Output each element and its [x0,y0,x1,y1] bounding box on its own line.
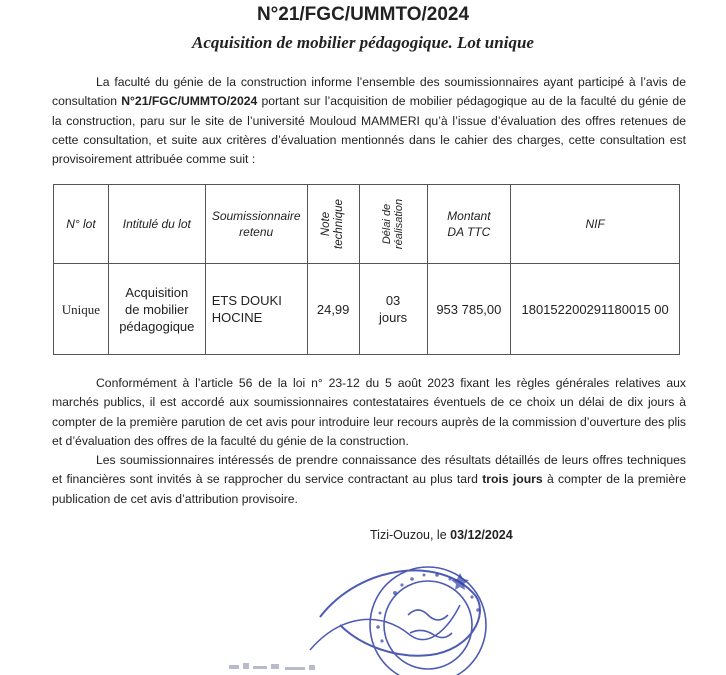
cell-intitule: Acquisition de mobilier pédagogique [108,264,205,355]
header-intitule: Intitulé du lot [108,185,205,264]
table-header-row [54,185,680,264]
place-and-date [370,528,513,542]
resultats-text-end: à compter de la première publication de cet avis d’attribution provisoire. [52,472,686,506]
cell-delai: 03 jours [359,264,427,355]
header-montant: Montant DA TTC [427,185,511,264]
cell-montant: 953 785,00 [427,264,511,355]
cell-note: 24,99 [307,264,359,355]
header-delai-label: Délai de réalisation [381,198,406,249]
signoff-date: 03/12/2024 [450,528,513,542]
intro-text-start: La faculté du génie de la construction informe l’ensemble des soumissionnaires ayant participé à l’avis de consultation [52,75,686,109]
header-note-technique [307,185,359,264]
signoff-place: Tizi-Ouzou, le [370,528,451,542]
recours-paragraph [52,374,686,451]
intro-text-end: portant sur l’acquisition de mobilier pédagogique au de la faculté du génie de la construction, paru sur le site de l’université Mouloud MAMMERI qu’à l’issue d’évaluation des offres retenues de cette consultation, et suite aux critères d’évaluation mentionnés dans le cahier des charges, cette consultation est provisoirement attribuée comme suit : [52,94,686,167]
award-table [53,184,680,355]
resultats-deadline: trois jours [482,472,543,487]
header-soumissionnaire: Soumissionnaire retenu [205,185,307,264]
header-note-label: Note technique [320,199,346,249]
cell-soumissionnaire: ETS DOUKI HOCINE [205,264,307,355]
resultats-paragraph [52,451,686,509]
intro-reference: N°21/FGC/UMMTO/2024 [121,94,258,109]
cell-nif: 180152200291180015 00 [511,264,680,355]
table-row [54,264,680,355]
resultats-text-start: Les soumissionnaires intéressés de prendre connaissance des résultats détaillés de leurs offres techniques et financières sont invités à se rapprocher du service contractant au plus tard [52,453,686,487]
document-reference-title: N°21/FGC/UMMTO/2024 [256,4,470,25]
header-lot: N° lot [54,185,109,264]
header-delai [359,185,427,264]
document-subtitle: Acquisition de mobilier pédagogique. Lot unique [192,33,534,52]
header-nif: NIF [511,185,680,264]
recours-text: Conformément à l’article 56 de la loi n° 23-12 du 5 août 2023 fixant les règles générales relatives aux marchés publics, il est accordé aux soumissionnaires contestataires éventuels de ce choix un délai de dix jours à compter de la première parution de cet avis pour introduire leur recours auprès de la commission d’ouverture des plis et d’évaluation des offres de la faculté du génie de la construction. [52,376,686,448]
cell-lot: Unique [54,264,109,355]
faded-stamp-icon [225,655,345,675]
intro-paragraph [52,73,686,169]
